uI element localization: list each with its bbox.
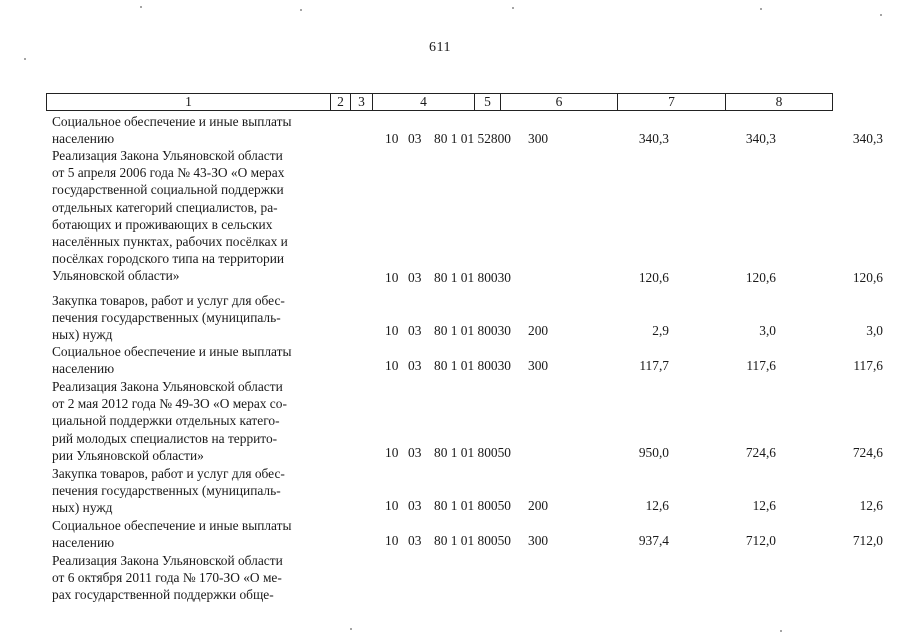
header-col-3: 3 — [351, 94, 373, 110]
scan-speck — [300, 9, 302, 11]
header-col-8: 8 — [775, 94, 783, 109]
cell-expense-type: 200 — [528, 323, 549, 338]
cell-amount-8: 724,6 — [852, 445, 883, 460]
cell-amount-8: 3,0 — [866, 323, 883, 338]
cell-subsection: 03 — [408, 270, 422, 285]
scan-speck — [140, 6, 142, 8]
cell-section: 10 — [385, 358, 399, 373]
table-row — [52, 113, 883, 149]
header-col-1: 1 — [47, 94, 331, 110]
cell-target-article: 80 1 01 80030 — [434, 323, 511, 338]
cell-section: 10 — [385, 533, 399, 548]
table-row — [52, 465, 883, 519]
cell-subsection: 03 — [408, 358, 422, 373]
cell-target-article: 80 1 01 80050 — [434, 533, 511, 548]
cell-amount-8: 340,3 — [852, 131, 883, 146]
cell-subsection: 03 — [408, 131, 422, 146]
table-row — [52, 292, 883, 346]
cell-amount-8: 12,6 — [859, 498, 883, 513]
cell-section: 10 — [385, 445, 399, 460]
row-description: Закупка товаров, работ и услуг для обес- печения государственных (муниципаль- ных) нужд — [52, 466, 285, 516]
scan-speck — [512, 7, 514, 9]
cell-amount-6: 12,6 — [645, 498, 669, 513]
scan-speck — [350, 628, 352, 630]
cell-expense-type: 300 — [528, 131, 549, 146]
header-col-5: 5 — [475, 94, 501, 110]
table-header — [46, 93, 833, 111]
cell-amount-6: 117,7 — [639, 358, 669, 373]
scan-speck — [24, 58, 26, 60]
cell-amount-7: 712,0 — [745, 533, 776, 548]
cell-target-article: 80 1 01 80030 — [434, 358, 511, 373]
table-row — [52, 517, 883, 553]
cell-amount-8: 120,6 — [852, 270, 883, 285]
table-row — [52, 147, 883, 287]
header-col-2: 2 — [331, 94, 351, 110]
cell-amount-8: 117,6 — [853, 358, 883, 373]
row-description: Реализация Закона Ульяновской области от 5 апреля 2006 года № 43-ЗО «О мерах государственной социальной поддержки отдельных категорий специалистов, ра- ботающих и проживающих в сельских населённых пунктах, рабочих посёлках и посёлках городского типа на территории Ульяновской области» — [52, 148, 288, 284]
cell-amount-7: 117,6 — [746, 358, 776, 373]
cell-amount-7: 724,6 — [745, 445, 776, 460]
cell-subsection: 03 — [408, 498, 422, 513]
cell-subsection: 03 — [408, 533, 422, 548]
cell-section: 10 — [385, 498, 399, 513]
cell-expense-type: 200 — [528, 498, 549, 513]
cell-amount-8: 712,0 — [852, 533, 883, 548]
cell-amount-6: 340,3 — [638, 131, 669, 146]
table-row — [52, 552, 832, 606]
cell-amount-6: 950,0 — [638, 445, 669, 460]
page-number: 611 — [429, 40, 451, 55]
cell-amount-7: 340,3 — [745, 131, 776, 146]
header-col-4: 4 — [373, 94, 475, 110]
row-description: Социальное обеспечение и иные выплаты населению — [52, 114, 292, 147]
cell-amount-7: 12,6 — [752, 498, 776, 513]
cell-target-article: 80 1 01 52800 — [434, 131, 511, 146]
table-row — [52, 343, 883, 379]
cell-expense-type: 300 — [528, 358, 549, 373]
header-col-6: 6 — [501, 94, 618, 110]
cell-section: 10 — [385, 131, 399, 146]
row-description: Закупка товаров, работ и услуг для обес- печения государственных (муниципаль- ных) нужд — [52, 293, 285, 343]
scan-speck — [780, 630, 782, 632]
table-row — [52, 378, 883, 468]
row-description: Реализация Закона Ульяновской области от 2 мая 2012 года № 49-ЗО «О мерах со- циальной поддержки отдельных катего- рий молодых специалистов на террито- рии Ульяновской области» — [52, 379, 287, 463]
cell-section: 10 — [385, 323, 399, 338]
cell-subsection: 03 — [408, 445, 422, 460]
header-col-7: 7 — [618, 94, 726, 110]
cell-amount-7: 120,6 — [745, 270, 776, 285]
cell-amount-6: 120,6 — [638, 270, 669, 285]
cell-amount-6: 2,9 — [652, 323, 669, 338]
cell-target-article: 80 1 01 80050 — [434, 498, 511, 513]
cell-section: 10 — [385, 270, 399, 285]
row-description: Реализация Закона Ульяновской области от 6 октября 2011 года № 170-ЗО «О ме- рах государственной поддержки обще- — [52, 553, 283, 603]
cell-target-article: 80 1 01 80050 — [434, 445, 511, 460]
scan-speck — [880, 14, 882, 16]
cell-target-article: 80 1 01 80030 — [434, 270, 511, 285]
scan-speck — [760, 8, 762, 10]
cell-amount-6: 937,4 — [638, 533, 669, 548]
cell-amount-7: 3,0 — [759, 323, 776, 338]
cell-subsection: 03 — [408, 323, 422, 338]
cell-expense-type: 300 — [528, 533, 549, 548]
row-description: Социальное обеспечение и иные выплаты населению — [52, 344, 292, 377]
row-description: Социальное обеспечение и иные выплаты населению — [52, 518, 292, 551]
